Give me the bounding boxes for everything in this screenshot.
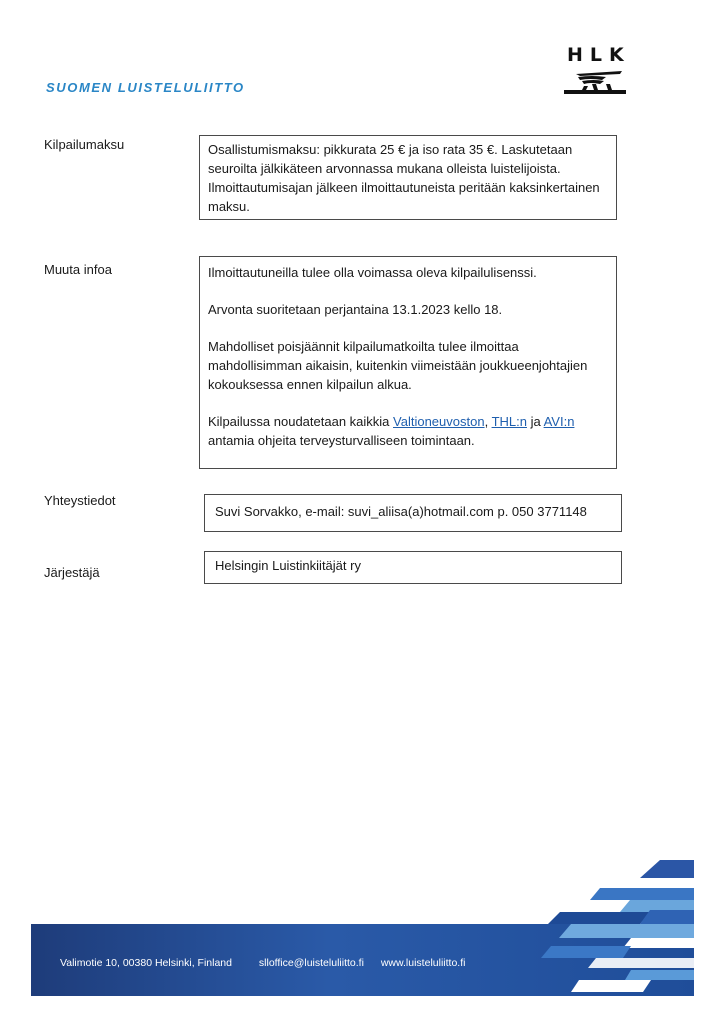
footer-address: Valimotie 10, 00380 Helsinki, Finland [60, 957, 232, 969]
organizer-label: Järjestäjä [44, 565, 100, 580]
valtioneuvosto-link[interactable]: Valtioneuvoston [393, 414, 485, 429]
footer-email[interactable]: slloffice@luisteluliitto.fi [258, 957, 364, 969]
fee-label: Kilpailumaksu [44, 137, 125, 152]
footer-contact [60, 957, 489, 969]
guidelines-sep1: , [484, 414, 492, 429]
fee-text: Osallistumismaksu: pikkurata 25 € ja iso rata 35 €. Laskutetaan seuroilta jälkikäteen arvonnassa mukana olleista luistelijoista. Ilmoittautumisajan jälkeen ilmoittautuneista peritään kaksinkertainen maksu. [208, 142, 600, 214]
info-license-text: Ilmoittautuneilla tulee olla voimassa oleva kilpailulisenssi. [208, 265, 537, 280]
footer-website[interactable]: www.luisteluliitto.fi [380, 957, 466, 969]
contact-text: Suvi Sorvakko, e-mail: suvi_aliisa(a)hotmail.com p. 050 3771148 [215, 504, 587, 519]
organizer-text: Helsingin Luistinkiitäjät ry [215, 558, 361, 573]
info-withdrawal-text: Mahdolliset poisjäännit kilpailumatkoilta tulee ilmoittaa mahdollisimman aikaisin, kuitenkin viimeistään joukkueenjohtajien kokouksessa ennen kilpailun alkua. [208, 339, 588, 392]
info-draw-text: Arvonta suoritetaan perjantaina 13.1.2023 kello 18. [208, 302, 503, 317]
guidelines-prefix: Kilpailussa noudatetaan kaikkia [208, 414, 394, 429]
footer-bar [31, 924, 694, 996]
guidelines-suffix: antamia ohjeita terveysturvalliseen toimintaan. [208, 433, 475, 448]
guidelines-sep2: ja [526, 414, 544, 429]
contact-label: Yhteystiedot [44, 493, 116, 508]
info-label: Muuta infoa [44, 262, 112, 277]
avi-link[interactable]: AVI:n [543, 414, 575, 429]
hlk-logo-text: HLK [567, 44, 631, 66]
brand-title: SUOMEN LUISTELULIITTO [46, 80, 245, 95]
thl-link[interactable]: THL:n [491, 414, 527, 429]
